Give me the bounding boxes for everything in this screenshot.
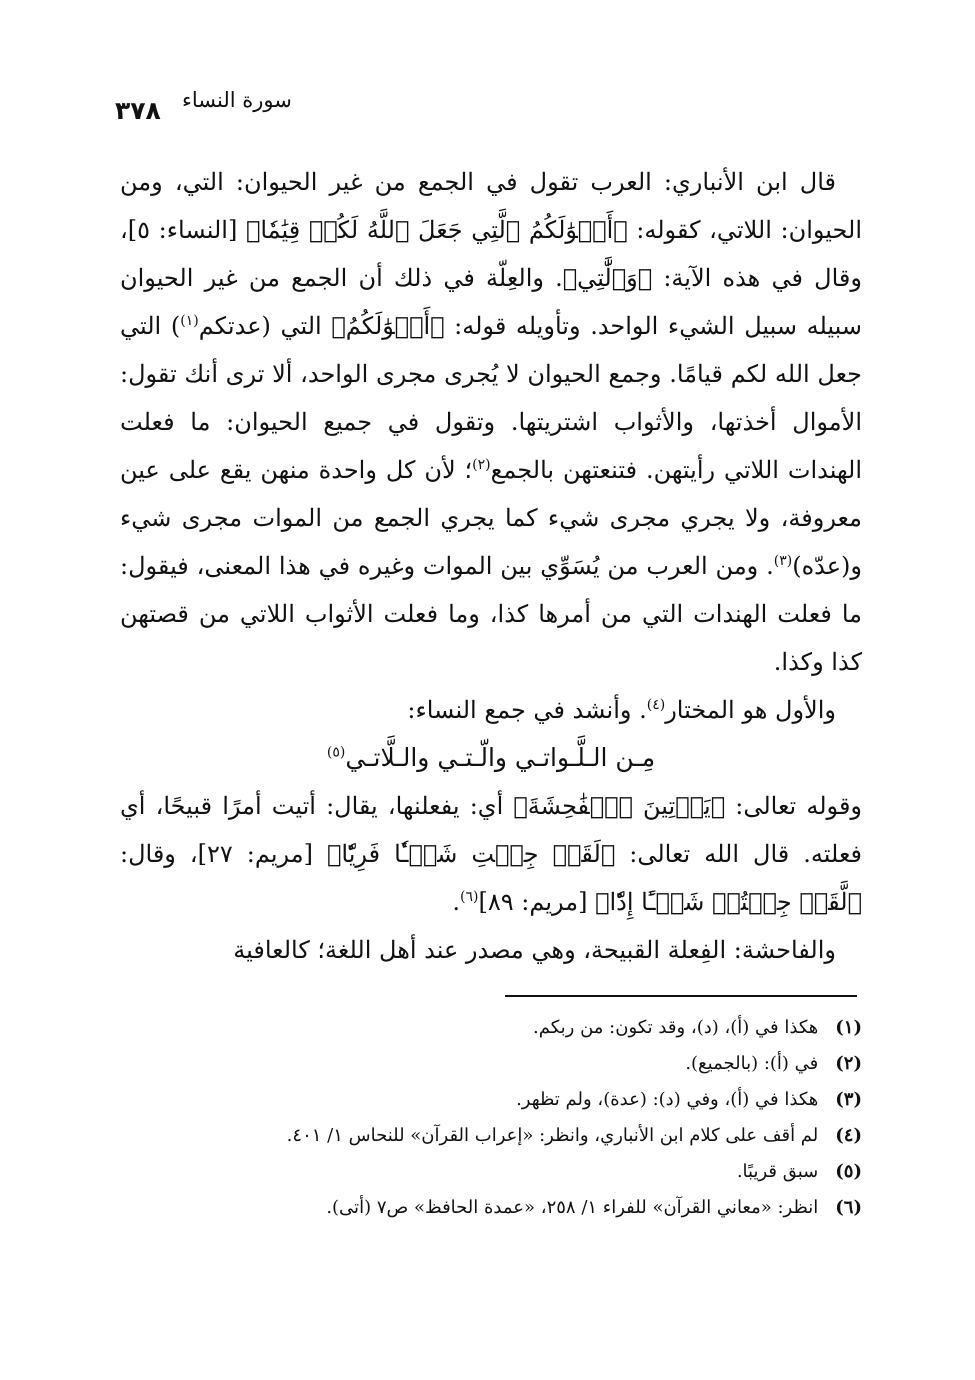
footnote-ref-4: (٤) <box>646 697 666 713</box>
page-header <box>0 88 975 138</box>
paragraph-text: والأول هو المختار <box>665 696 836 724</box>
footnote-number: (٥) <box>835 1161 862 1182</box>
footnote-number: (٦) <box>835 1197 862 1218</box>
footnote-number: (٤) <box>835 1125 862 1146</box>
footnotes <box>120 1010 862 1226</box>
poetry-verse <box>120 734 862 782</box>
footnote-text: انظر: «معاني القرآن» للفراء ١/ ٢٥٨، «عمدة الحافظ» ص٧ (أتى). <box>326 1197 819 1218</box>
footnote-1 <box>120 1010 862 1046</box>
verse-text: مِـن الـلَّـواتـي والّـتـي والـلَّاتـي <box>345 743 656 772</box>
footnote-3 <box>120 1082 862 1118</box>
footnote-text: هكذا في (أ)، وفي (د): (عدة)، ولم تظهر. <box>516 1089 819 1110</box>
footnote-separator <box>505 995 857 997</box>
footnote-text: هكذا في (أ)، (د)، وقد تكون: من ربكم. <box>533 1017 819 1038</box>
paragraph-text: وقوله تعالى: ﴿يَأۡتِينَ ٱلۡفَٰحِشَةَ﴾ أي: يفعلنها، يقال: أتيت أمرًا قبيحًا، أي فعلته. قال الله تعالى: ﴿لَقَدۡ جِئۡتِ شَيۡـٔٗا فَرِيّٗا﴾ [مريم: ٢٧]، وقال: ﴿لَّقَدۡ جِئۡتُمۡ شَيۡـًٔا إِدّٗا﴾ [مريم: ٨٩] <box>120 792 863 916</box>
paragraph-2 <box>120 686 862 734</box>
footnote-text: لم أقف على كلام ابن الأنباري، وانظر: «إعراب القرآن» للنحاس ١/ ٤٠١. <box>286 1125 819 1146</box>
footnote-number: (٣) <box>835 1089 862 1110</box>
footnote-ref-1: (١) <box>180 313 199 329</box>
footnote-5 <box>120 1154 862 1190</box>
footnote-ref-6: (٦) <box>460 889 479 905</box>
paragraph-text: . ومن العرب من يُسَوِّي بين الموات وغيره في هذا المعنى، فيقول: ما فعلت الهندات التي من أمرها كذا، وما فعلت الأثواب اللاتي من قصتهن كذا وكذا. <box>120 552 862 676</box>
footnote-number: (٢) <box>835 1053 862 1074</box>
paragraph-text: ) التي جعل الله لكم قيامًا. وجمع الحيوان لا يُجرى مجرى الواحد، ألا ترى أنك تقول: الأموال أخذتها، والأثواب اشتريتها. وتقول في جميع الحيوان: ما فعلت الهندات اللاتي رأيتهن. فتنعتهن بالجمع <box>120 312 862 484</box>
footnote-2 <box>120 1046 862 1082</box>
paragraph-text: قال ابن الأنباري: العرب تقول في الجمع من غير الحيوان: التي، ومن الحيوان: اللاتي، كقوله: ﴿أَمۡوَٰلَكُمُ ٱلَّتِي جَعَلَ ٱللَّهُ لَكُمۡ قِيَٰمٗا﴾ [النساء: ٥]، وقال في هذه الآية: ﴿وَٱلَّٰتِي﴾. والعِلّة في ذلك أن الجمع من غير الحيوان سبيله سبيل الشيء الواحد. وتأويله قوله: ﴿أَمۡوَٰلَكُمُ﴾ التي (عدتكم <box>120 168 863 340</box>
paragraph-text: والفاحشة: الفِعلة القبيحة، وهي مصدر عند أهل اللغة؛ كالعافية <box>233 936 836 964</box>
footnote-number: (١) <box>835 1017 862 1038</box>
paragraph-text: . <box>452 888 460 916</box>
paragraph-text: ؛ لأن كل واحدة منهن يقع على عين معروفة، ولا يجري مجرى شيء كما يجري الجمع من الموات مجرى شيء و(عدّه) <box>120 456 863 580</box>
paragraph-1 <box>120 158 862 686</box>
footnote-text: سبق قريبًا. <box>736 1161 819 1182</box>
page-number: ٣٧٨ <box>115 96 161 125</box>
footnote-ref-3: (٣) <box>773 553 793 569</box>
main-text <box>120 158 862 974</box>
paragraph-4 <box>120 926 862 974</box>
paragraph-text: . وأنشد في جمع النساء: <box>407 696 647 724</box>
footnote-6 <box>120 1190 862 1226</box>
paragraph-3 <box>120 782 862 926</box>
footnote-4 <box>120 1118 862 1154</box>
footnote-ref-2: (٢) <box>472 457 491 473</box>
running-title: سورة النساء <box>182 88 292 112</box>
footnote-ref-5: (٥) <box>326 744 346 761</box>
footnote-text: في (أ): (بالجميع). <box>685 1053 819 1074</box>
